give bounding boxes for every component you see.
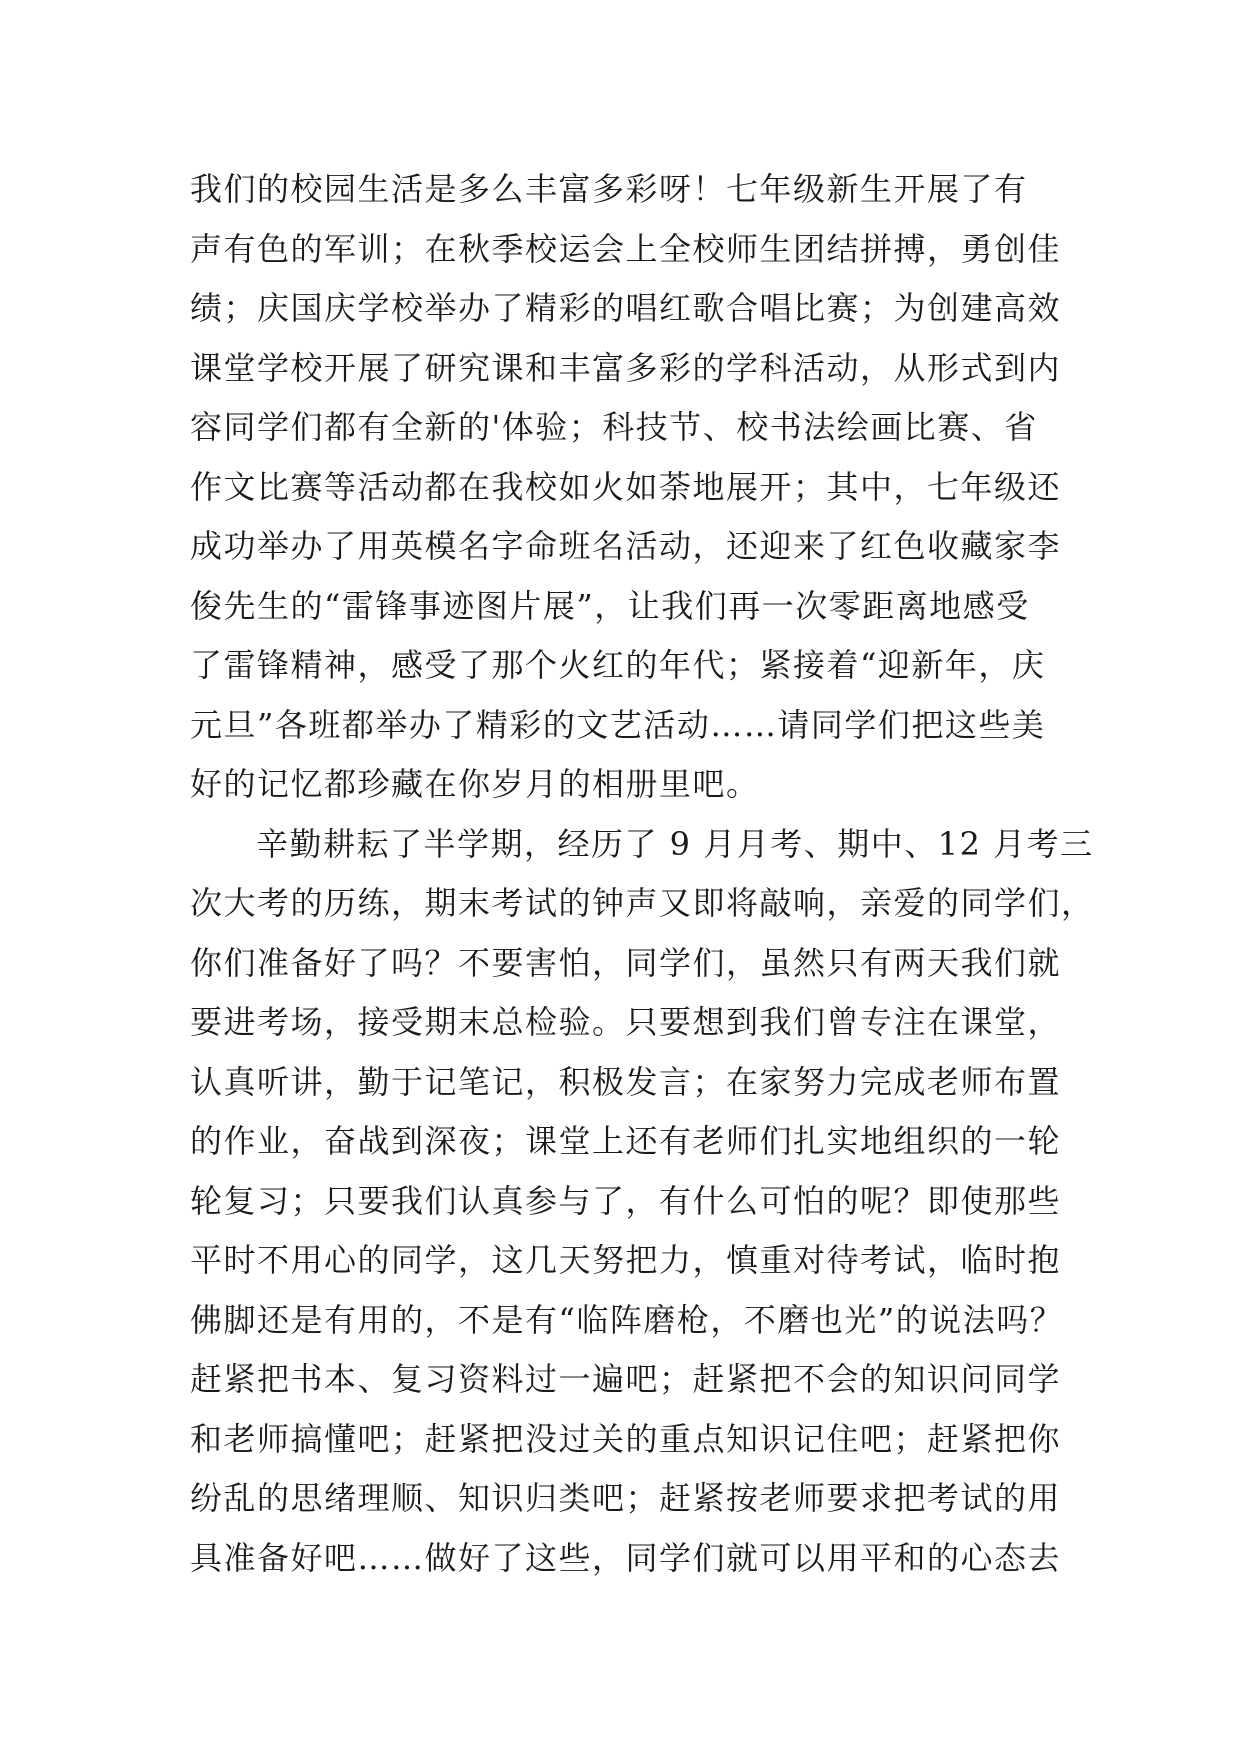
text-line: 赶紧把书本、复习资料过一遍吧；赶紧把不会的知识问同学 [190,1360,1062,1398]
text-line: 的作业，奋战到深夜；课堂上还有老师们扎实地组织的一轮 [190,1122,1062,1160]
text-line: 平时不用心的同学，这几天努把力，慎重对待考试，临时抱 [190,1241,1062,1279]
text-line: 和老师搞懂吧；赶紧把没过关的重点知识记住吧；赶紧把你 [190,1419,1062,1458]
text-line: 次大考的历练，期末考试的钟声又即将敲响，亲爱的同学们， [190,884,1095,922]
text-line: 具准备好吧……做好了这些，同学们就可以用平和的心态去 [190,1538,1062,1577]
paragraph-1 [190,160,1070,815]
text-line: 了雷锋精神，感受了那个火红的年代；紧接着“迎新年，庆 [190,646,1046,684]
text-line: 容同学们都有全新的'体验；科技节、校书法绘画比赛、省 [190,408,1038,446]
text-line: 课堂学校开展了研究课和丰富多彩的学科活动，从形式到内 [190,348,1062,387]
text-line: 元旦”各班都举办了精彩的文艺活动……请同学们把这些美 [190,705,1046,744]
text-line: 轮复习；只要我们认真参与了，有什么可怕的呢？即使那些 [190,1181,1062,1220]
text-line: 纷乱的思绪理顺、知识归类吧；赶紧按老师要求把考试的用 [190,1479,1062,1517]
text-line: 成功举办了用英模名字命班名活动，还迎来了红色收藏家李 [190,527,1062,565]
text-line: 声有色的军训；在秋季校运会上全校师生团结拼搏，勇创佳 [190,229,1062,268]
text-line: 绩；庆国庆学校举办了精彩的唱红歌合唱比赛；为创建高效 [190,289,1062,327]
text-line: 佛脚还是有用的，不是有“临阵磨枪，不磨也光”的说法吗？ [190,1300,1064,1339]
text-line: 认真听讲，勤于记笔记，积极发言；在家努力完成老师布置 [190,1062,1062,1101]
text-line: 我们的校园生活是多么丰富多彩呀！七年级新生开展了有 [190,170,1028,208]
text-line-indented: 辛勤耕耘了半学期，经历了 9 月月考、期中、12 月考三 [256,824,1094,863]
text-line: 作文比赛等活动都在我校如火如荼地展开；其中，七年级还 [190,467,1062,506]
text-line: 要进考场，接受期末总检验。只要想到我们曾专注在课堂， [190,1003,1062,1041]
text-line: 俊先生的“雷锋事迹图片展”，让我们再一次零距离地感受 [190,586,1030,625]
text-line: 你们准备好了吗？不要害怕，同学们，虽然只有两天我们就 [190,943,1062,982]
document-body [190,160,1095,1588]
text-line: 好的记忆都珍藏在你岁月的相册里吧。 [190,765,760,803]
paragraph-2 [190,815,1095,1589]
